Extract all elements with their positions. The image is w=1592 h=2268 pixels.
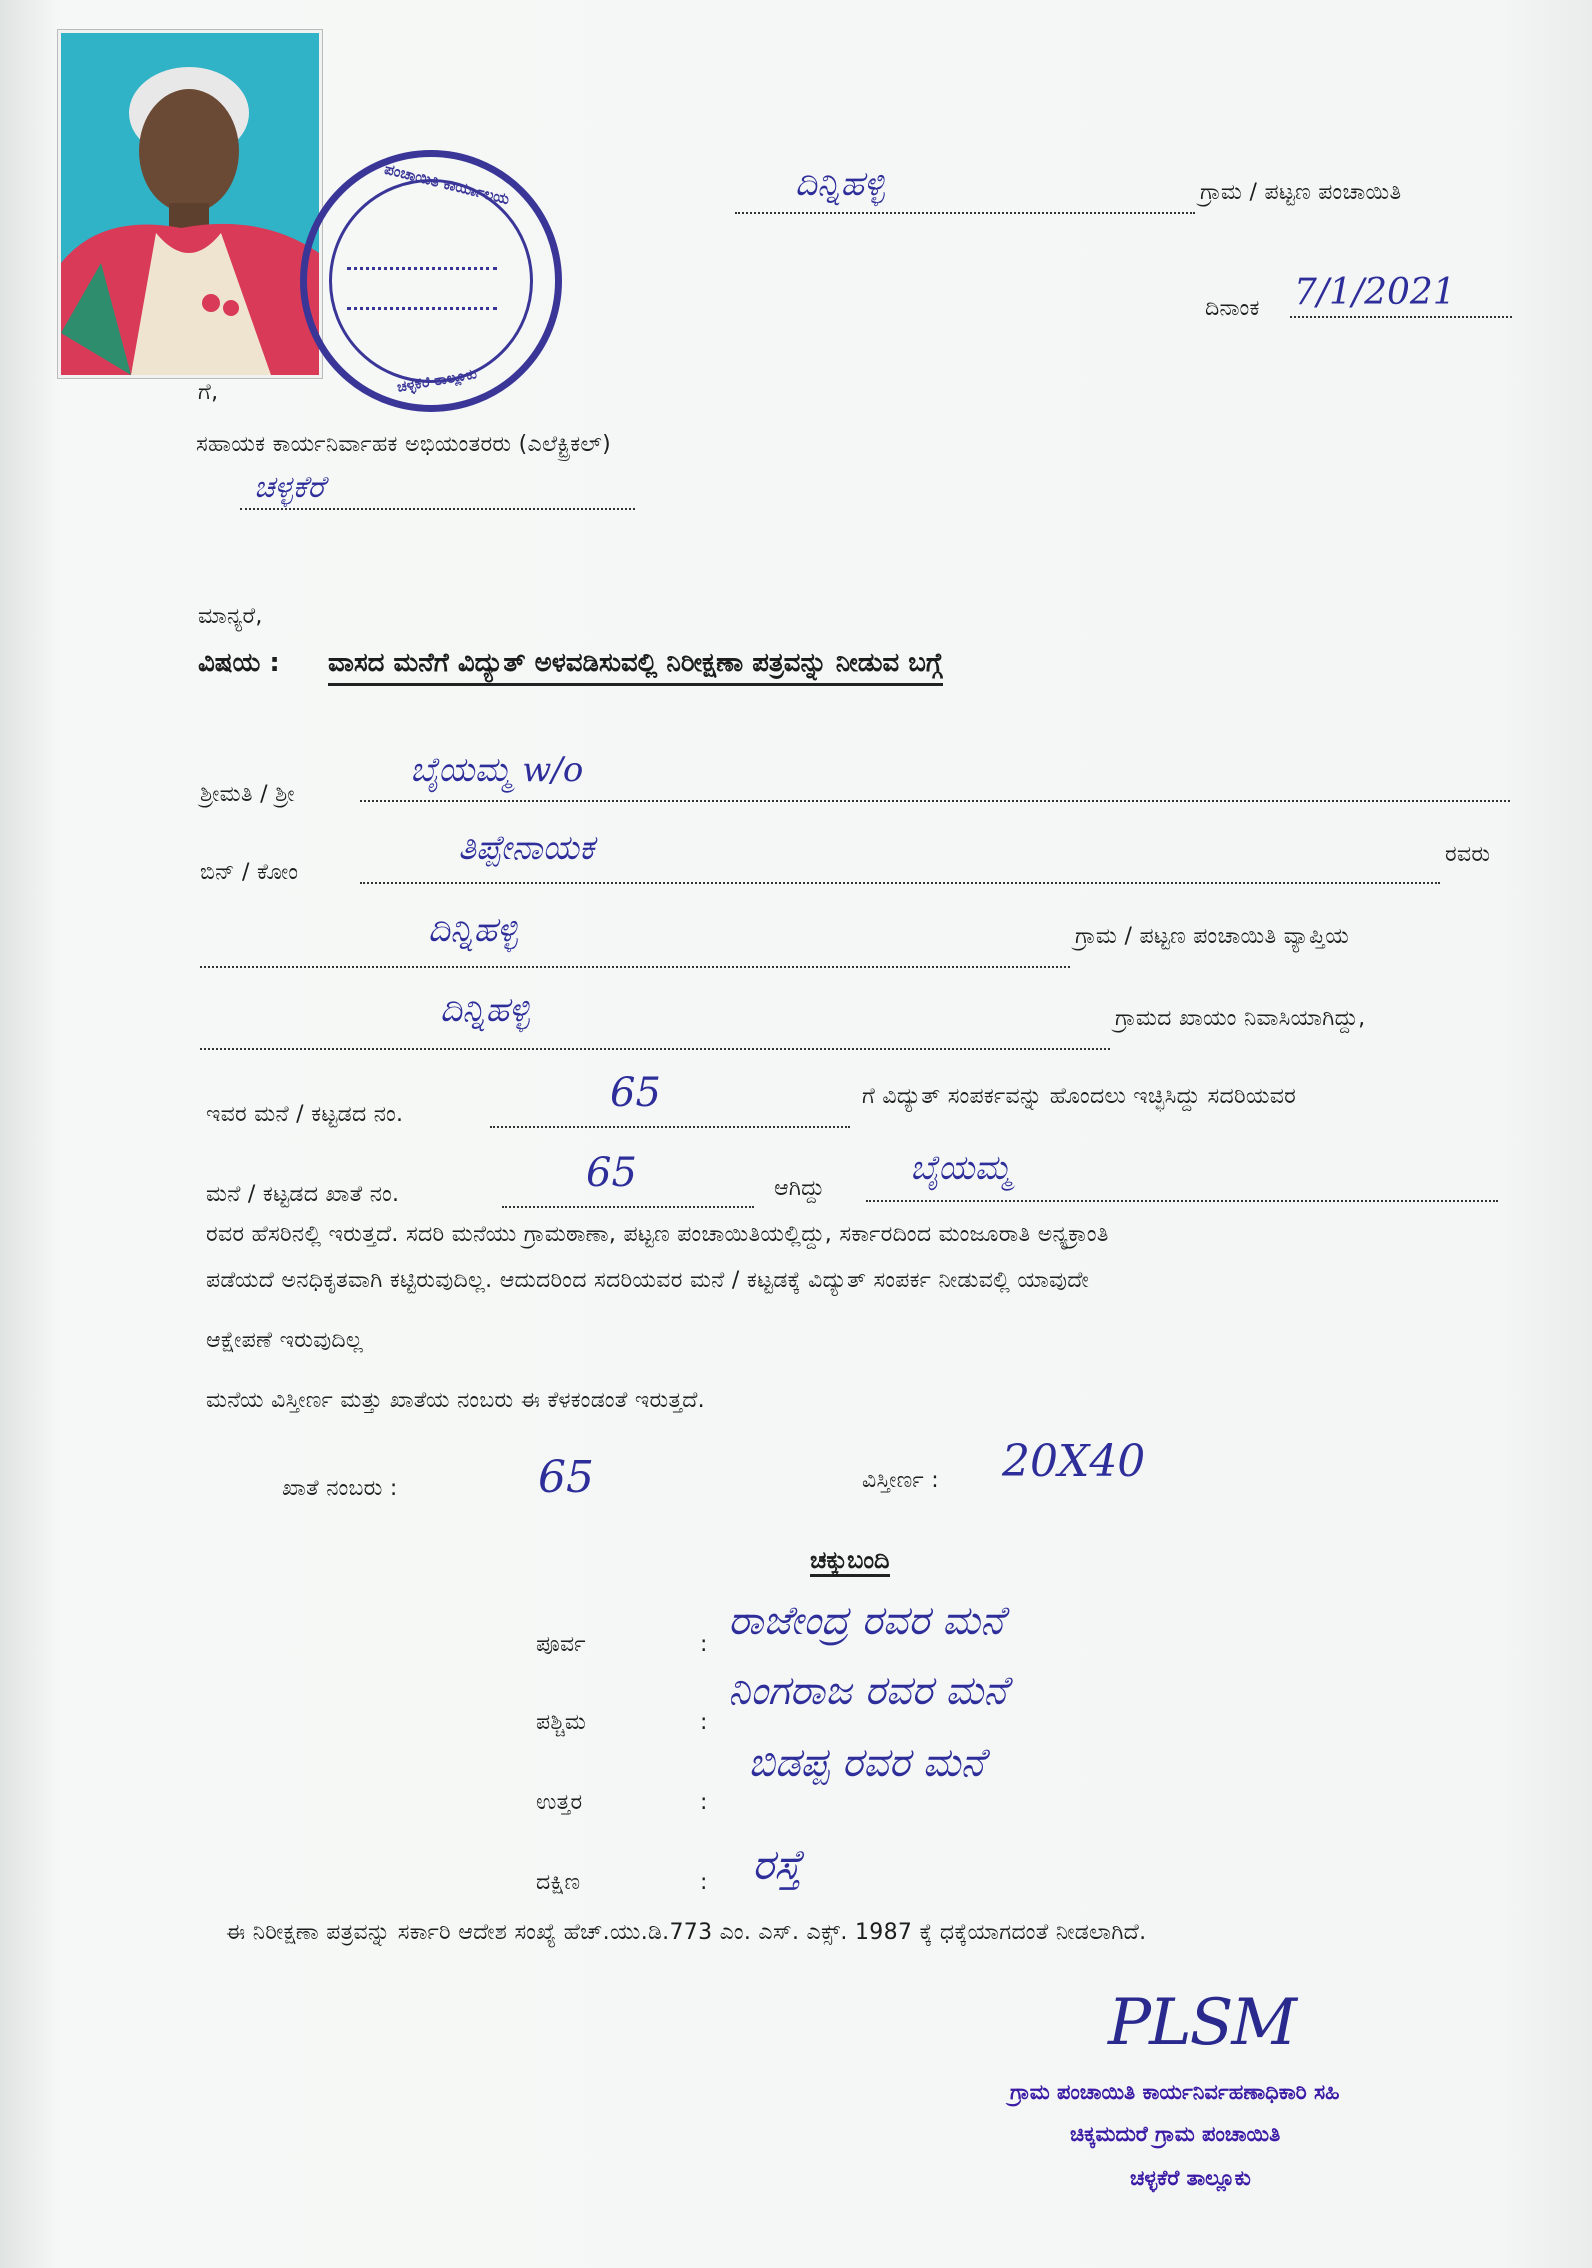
house-number: 65 (610, 1070, 661, 1116)
recipient-title: ಸಹಾಯಕ ಕಾರ್ಯನಿರ್ವಾಹಕ ಅಭಿಯಂತರರು (ಎಲೆಕ್ಟ್ರಿಕಲ್) (196, 432, 611, 457)
paragraph-line1: ರವರ ಹೆಸರಿನಲ್ಲಿ ಇರುತ್ತದೆ. ಸದರಿ ಮನೆಯು ಗ್ರಾಮಠಾಣಾ, ಪಟ್ಟಣ ಪಂಚಾಯಿತಿಯಲ್ಲಿದ್ದು, ಸರ್ಕಾರದಿಂದ ಮಂಜೂರಾತಿ ಅನ್ಯಕ್ರಾಂತಿ (206, 1222, 1109, 1247)
portrait-image (61, 33, 319, 375)
line6-mid: ಆಗಿದ್ದು (774, 1176, 825, 1201)
area-value: 20X40 (1002, 1436, 1146, 1487)
subject-label: ವಿಷಯ : (198, 648, 280, 678)
applicant-photo (58, 30, 322, 378)
line6-dots2 (866, 1148, 1498, 1202)
date-label: ದಿನಾಂಕ (1205, 296, 1260, 321)
panchayat-round-stamp (300, 150, 562, 412)
applicant-name: ಬೈಯಮ್ಮ w/o (410, 750, 584, 790)
officer-signature: PLSM (1108, 1986, 1295, 2060)
boundaries-title: ಚಕ್ಕುಬಂದಿ (810, 1546, 890, 1577)
line3-suffix: ಗ್ರಾಮ / ಪಟ್ಟಣ ಪಂಚಾಯಿತಿ ವ್ಯಾಪ್ತಿಯ (1075, 924, 1350, 949)
line1-label: ಶ್ರೀಮತಿ / ಶ್ರೀ (200, 782, 295, 807)
line4-dots (200, 990, 1110, 1050)
line2-suffix: ರವರು (1445, 842, 1491, 867)
khata-value: 65 (538, 1452, 594, 1503)
line5-label: ಇವರ ಮನೆ / ಕಟ್ಟಡದ ನಂ. (206, 1102, 404, 1127)
to-prefix: ಗೆ, (198, 380, 219, 405)
order-text: ಈ ನಿರೀಕ್ಷಣಾ ಪತ್ರವನ್ನು ಸರ್ಕಾರಿ ಆದೇಶ ಸಂಖ್ಯೆ ಹೆಚ್.ಯು.ಡಿ.773 ಎಂ. ಎಸ್. ಎಕ್ಸ್. 1987 ಕ್ಕೆ ಧಕ್ಕೆಯಾಗದಂತೆ ನೀಡಲಾಗಿದೆ. (226, 1920, 1147, 1945)
north-colon: : (700, 1790, 708, 1815)
east-colon: : (700, 1632, 708, 1657)
east-label: ಪೂರ್ವ (536, 1632, 586, 1657)
date-line (1290, 272, 1512, 318)
paragraph-line2: ಪಡೆಯದೆ ಅನಧಿಕೃತವಾಗಿ ಕಟ್ಟಿರುವುದಿಲ್ಲ. ಆದುದರಿಂದ ಸದರಿಯವರ ಮನೆ / ಕಟ್ಟಡಕ್ಕೆ ವಿದ್ಯುತ್ ಸಂಪರ್ಕ ನೀಡುವಲ್ಲಿ ಯಾವುದೇ (206, 1268, 1089, 1293)
line4-suffix: ಗ್ರಾಮದ ಖಾಯಂ ನಿವಾಸಿಯಾಗಿದ್ದು, (1115, 1006, 1366, 1031)
south-value: ರಸ್ತೆ (752, 1840, 802, 1889)
father-husband-name: ತಿಪ್ಪೇನಾಯಕ (458, 828, 595, 868)
north-value: ಬಿಡಪ್ಪ ರವರ ಮನೆ (748, 1740, 985, 1786)
line5-dots (490, 1070, 850, 1128)
khata-number-inline: 65 (586, 1150, 637, 1196)
south-colon: : (700, 1870, 708, 1895)
line3-village: ದಿನ್ನಿಹಳ್ಳಿ (428, 910, 518, 950)
west-colon: : (700, 1710, 708, 1735)
stamp-top-text: ಪಂಚಾಯಿತಿ ಕಾರ್ಯಾಲಯ (382, 159, 512, 209)
line6-label: ಮನೆ / ಕಟ್ಟಡದ ಖಾತೆ ನಂ. (206, 1182, 400, 1207)
recipient-place: ಚಳ್ಳಕೆರೆ (254, 470, 325, 505)
east-value: ರಾಜೇಂದ್ರ ರವರ ಮನೆ (728, 1598, 1004, 1644)
line1-dots (360, 750, 1510, 802)
line2-dots (360, 828, 1440, 884)
khata-label: ಖಾತೆ ನಂಬರು : (282, 1476, 398, 1501)
date-value: 7/1/2021 (1294, 272, 1456, 313)
line5-suffix: ಗೆ ವಿದ್ಯುತ್ ಸಂಪರ್ಕವನ್ನು ಹೊಂದಲು ಇಚ್ಛಿಸಿದ್ದು ಸದರಿಯವರ (862, 1084, 1297, 1109)
owner-name: ಬೈಯಮ್ಮ (910, 1148, 1012, 1188)
village-suffix: ಗ್ರಾಮ / ಪಟ್ಟಣ ಪಂಚಾಯಿತಿ (1200, 180, 1402, 205)
village-line (735, 164, 1195, 214)
salutation: ಮಾನ್ಯರೆ, (198, 604, 263, 629)
village-handwritten: ದಿನ್ನಿಹಳ್ಳಿ (795, 164, 885, 204)
north-label: ಉತ್ತರ (536, 1790, 583, 1815)
signature-stamp-line2: ಚಿಕ್ಕಮದುರೆ ಗ್ರಾಮ ಪಂಚಾಯಿತಿ (1070, 2122, 1281, 2146)
recipient-place-line (240, 470, 635, 510)
paragraph-line3: ಆಕ್ಷೇಪಣೆ ಇರುವುದಿಲ್ಲ (206, 1328, 364, 1353)
west-label: ಪಶ್ಚಿಮ (536, 1710, 587, 1735)
south-label: ದಕ್ಷಿಣ (536, 1870, 581, 1895)
signature-stamp-line3: ಚಳ್ಳಕೆರೆ ತಾಲ್ಲೂಕು (1130, 2166, 1251, 2190)
area-label: ವಿಸ್ತೀರ್ಣ : (862, 1468, 939, 1493)
line6-dots (502, 1150, 754, 1208)
west-value: ನಿಂಗರಾಜ ರವರ ಮನೆ (728, 1668, 1008, 1714)
paragraph-line4: ಮನೆಯ ವಿಸ್ತೀರ್ಣ ಮತ್ತು ಖಾತೆಯ ನಂಬರು ಈ ಕೆಳಕಂಡಂತೆ ಇರುತ್ತದೆ. (206, 1388, 705, 1413)
subject-text: ವಾಸದ ಮನೆಗೆ ವಿದ್ಯುತ್ ಅಳವಡಿಸುವಲ್ಲಿ ನಿರೀಕ್ಷಣಾ ಪತ್ರವನ್ನು ನೀಡುವ ಬಗ್ಗೆ (328, 648, 943, 686)
signature-stamp-line1: ಗ್ರಾಮ ಪಂಚಾಯಿತಿ ಕಾರ್ಯನಿರ್ವಹಣಾಧಿಕಾರಿ ಸಹಿ (1010, 2080, 1340, 2104)
line4-village: ದಿನ್ನಿಹಳ್ಳಿ (440, 990, 530, 1030)
line2-label: ಬಿನ್ / ಕೋಂ (200, 860, 299, 885)
stamp-bottom-text: ಚಳ್ಳಕೆರೆ ತಾಲ್ಲೂಕು (395, 366, 479, 396)
line3-dots (200, 910, 1070, 968)
